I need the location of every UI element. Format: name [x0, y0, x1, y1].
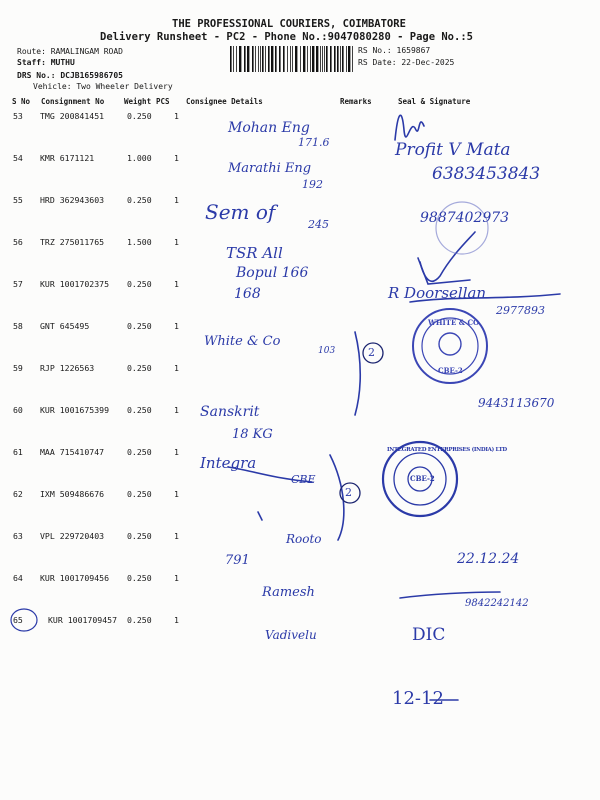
row-sno: 65 — [13, 615, 23, 625]
runsheet-subtitle: Delivery Runsheet - PC2 - Phone No.:9047080280 - Page No.:5 — [100, 31, 473, 43]
row-sno: 63 — [13, 531, 23, 541]
enterprise-stamp-city: CBE-2 — [410, 474, 435, 483]
row-consignment-no: TMG 200841451 — [40, 111, 105, 121]
row-weight: 1.000 — [127, 153, 152, 163]
row-weight: 0.250 — [127, 489, 152, 499]
col-remarks: Remarks — [340, 97, 372, 106]
enterprise-stamp-text: INTEGRATED ENTERPRISES (INDIA) LTD — [387, 447, 507, 453]
row54-num-hand: 192 — [302, 178, 323, 191]
row-pcs: 1 — [174, 111, 179, 121]
col-consignee: Consignee Details — [186, 97, 263, 106]
row60-consignee-hand: Sanskrit — [200, 404, 260, 420]
staff-label: Staff: MUTHU — [17, 58, 75, 67]
row-weight: 0.250 — [127, 363, 152, 373]
row-sno: 62 — [13, 489, 23, 499]
rs-date: RS Date: 22-Dec-2025 — [358, 58, 455, 67]
row56-consignee-hand-2: Bopul 166 — [236, 265, 309, 281]
row65-signature-hand: DIC — [412, 625, 446, 645]
row53-consignee-hand: Mohan Eng — [228, 120, 310, 136]
row63-num-hand: 791 — [225, 553, 250, 568]
rs-number: RS No.: 1659867 — [358, 46, 431, 55]
row55-consignee-hand: Sem of — [205, 200, 276, 224]
row-weight: 1.500 — [127, 237, 152, 247]
row57-phone-hand: 2977893 — [496, 304, 545, 317]
row-consignment-no: GNT 645495 — [40, 321, 90, 331]
row-weight: 0.250 — [127, 279, 152, 289]
row-consignment-no: KMR 6171121 — [40, 153, 95, 163]
row-weight: 0.250 — [127, 531, 152, 541]
row55-num-hand: 245 — [308, 218, 329, 231]
white-co-stamp-text: WHITE & CO — [428, 318, 480, 327]
row-pcs: 1 — [174, 321, 179, 331]
row61-consignee-hand-2: CBE — [291, 473, 316, 486]
row64-phone-hand: 9842242142 — [465, 598, 529, 609]
row-consignment-no: TRZ 275011765 — [40, 237, 105, 247]
row-weight: 0.250 — [127, 405, 152, 415]
row-sno: 54 — [13, 153, 23, 163]
row61-consignee-hand: Integra — [200, 454, 257, 472]
row-consignment-no: MAA 715410747 — [40, 447, 105, 457]
company-title: THE PROFESSIONAL COURIERS, COIMBATORE — [172, 18, 406, 30]
row-weight: 0.250 — [127, 573, 152, 583]
row57-signature-hand: R Doorsellan — [388, 284, 487, 302]
row-consignment-no: KUR 1001709456 — [40, 573, 110, 583]
row-sno: 55 — [13, 195, 23, 205]
circle-2-a-text: 2 — [368, 346, 375, 359]
row-sno: 53 — [13, 111, 23, 121]
row-weight: 0.250 — [127, 195, 152, 205]
row65-consignee-hand: Vadivelu — [265, 628, 317, 642]
row-consignment-no: VPL 229720403 — [40, 531, 105, 541]
row63-consignee-hand: Rooto — [286, 532, 322, 546]
row-pcs: 1 — [174, 447, 179, 457]
row-pcs: 1 — [174, 531, 179, 541]
white-co-stamp-city: CBE-2 — [438, 366, 463, 375]
row-pcs: 1 — [174, 489, 179, 499]
col-consignment: Consignment No — [41, 97, 105, 106]
row-consignment-no: IXM 509486676 — [40, 489, 105, 499]
row-consignment-no: KUR 1001675399 — [40, 405, 110, 415]
circle-2-b-text: 2 — [345, 486, 352, 499]
row-sno: 64 — [13, 573, 23, 583]
route-label: Route: RAMALINGAM ROAD — [17, 47, 123, 56]
row-weight: 0.250 — [127, 321, 152, 331]
row-consignment-no: HRD 362943603 — [40, 195, 105, 205]
row-sno: 59 — [13, 363, 23, 373]
row-sno: 57 — [13, 279, 23, 289]
col-seal-signature: Seal & Signature — [398, 97, 471, 106]
row-pcs: 1 — [174, 615, 179, 625]
row63-date-hand: 22.12.24 — [457, 551, 520, 567]
row-pcs: 1 — [174, 195, 179, 205]
row-sno: 60 — [13, 405, 23, 415]
row-weight: 0.250 — [127, 111, 152, 121]
row-pcs: 1 — [174, 279, 179, 289]
row60-consignee-hand-2: 18 KG — [232, 427, 273, 442]
row-pcs: 1 — [174, 237, 179, 247]
row-pcs: 1 — [174, 405, 179, 415]
row-sno: 56 — [13, 237, 23, 247]
row-sno: 58 — [13, 321, 23, 331]
footer-date-hand: 12-12 — [392, 688, 444, 709]
row54-consignee-hand: Marathi Eng — [228, 161, 312, 176]
row64-consignee-hand: Ramesh — [262, 585, 315, 600]
row-sno: 61 — [13, 447, 23, 457]
row60-phone-hand: 9443113670 — [478, 396, 555, 410]
vehicle-label: Vehicle: Two Wheeler Delivery — [33, 82, 173, 91]
row53-signature-hand: Profit V Mata — [395, 140, 511, 160]
row-consignment-no: KUR 1001702375 — [40, 279, 110, 289]
row54-phone-hand: 6383453843 — [432, 164, 541, 184]
row-weight: 0.250 — [127, 615, 152, 625]
row58-num-hand: 103 — [318, 346, 336, 356]
col-sno: S No — [12, 97, 31, 106]
row-pcs: 1 — [174, 153, 179, 163]
col-weight: Weight — [124, 97, 152, 106]
row58-consignee-hand: White & Co — [204, 334, 281, 349]
row-consignment-no: KUR 1001709457 — [48, 615, 118, 625]
row-pcs: 1 — [174, 363, 179, 373]
row55-phone-hand: 9887402973 — [420, 210, 510, 226]
row-consignment-no: RJP 1226563 — [40, 363, 95, 373]
row53-num-hand: 171.6 — [298, 136, 330, 149]
row-pcs: 1 — [174, 573, 179, 583]
row-weight: 0.250 — [127, 447, 152, 457]
row56-consignee-hand: TSR All — [226, 244, 283, 262]
col-pcs: PCS — [156, 97, 170, 106]
drs-number: DRS No.: DCJB165986705 — [17, 71, 123, 80]
row56-consignee-hand-3: 168 — [234, 286, 261, 302]
